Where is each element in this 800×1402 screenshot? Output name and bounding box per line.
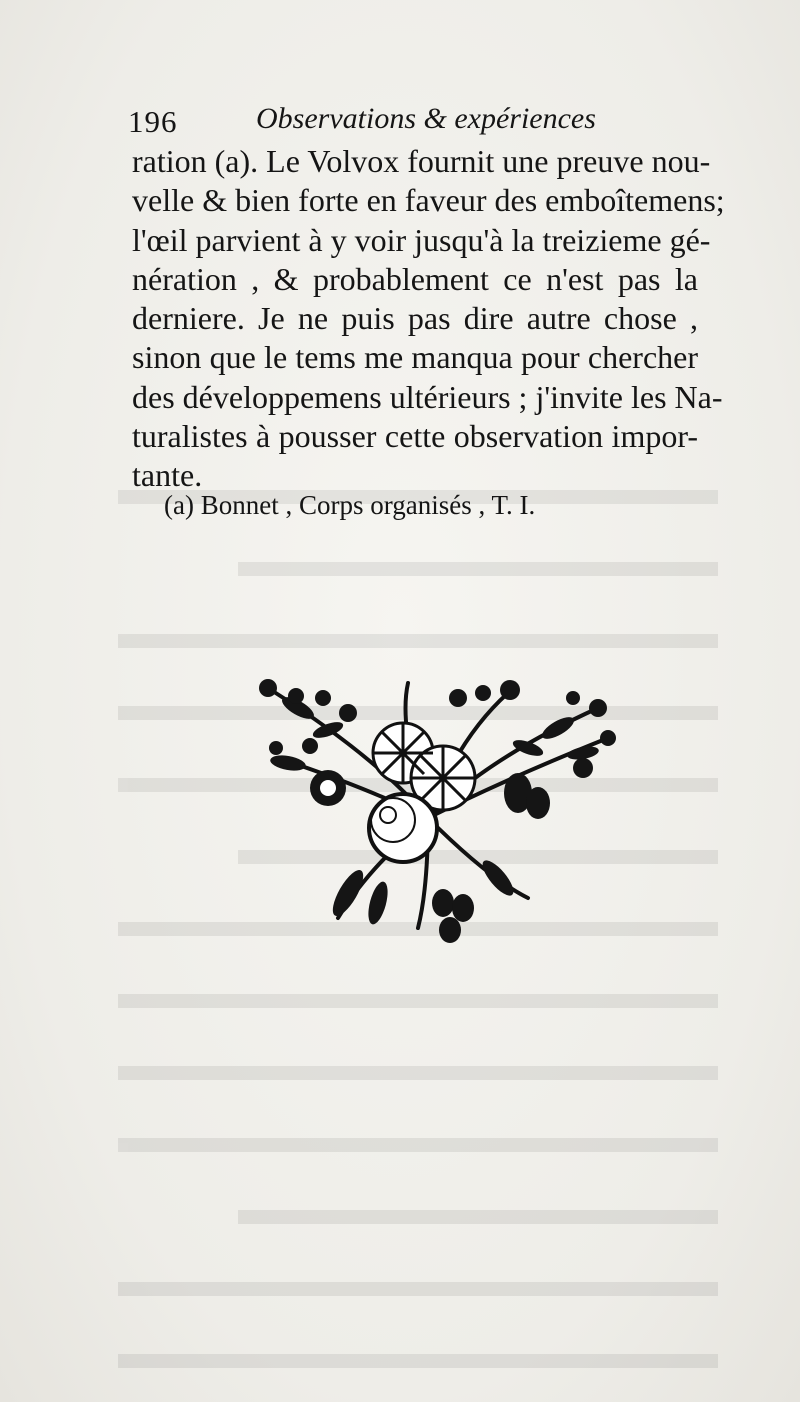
text-line: ration (a). Le Volvox fournit une preuve nou-	[132, 143, 711, 179]
text-line: tante.	[132, 457, 203, 494]
text-line: nération , & probablement ce n'est pas la	[132, 260, 698, 297]
page-header	[128, 102, 668, 142]
text-line: sinon que le tems me manqua pour chercher	[132, 339, 698, 376]
text-line: turalistes à pousser cette observation impor-	[132, 418, 698, 455]
text-line: velle & bien forte en faveur des emboîtemens;	[132, 182, 725, 219]
floral-fruit-bouquet-icon	[228, 668, 633, 953]
running-title: Observations & expériences	[256, 102, 596, 135]
text-line: l'œil parvient à y voir jusqu'à la treizieme gé-	[132, 221, 711, 258]
text-line: des développemens ultérieurs ; j'invite les Na-	[132, 378, 723, 415]
footnote: (a) Bonnet , Corps organisés , T. I.	[164, 490, 536, 520]
page-number: 196	[128, 104, 178, 139]
text-line: derniere. Je ne puis pas dire autre chose ,	[132, 300, 698, 337]
body-text	[132, 142, 725, 496]
